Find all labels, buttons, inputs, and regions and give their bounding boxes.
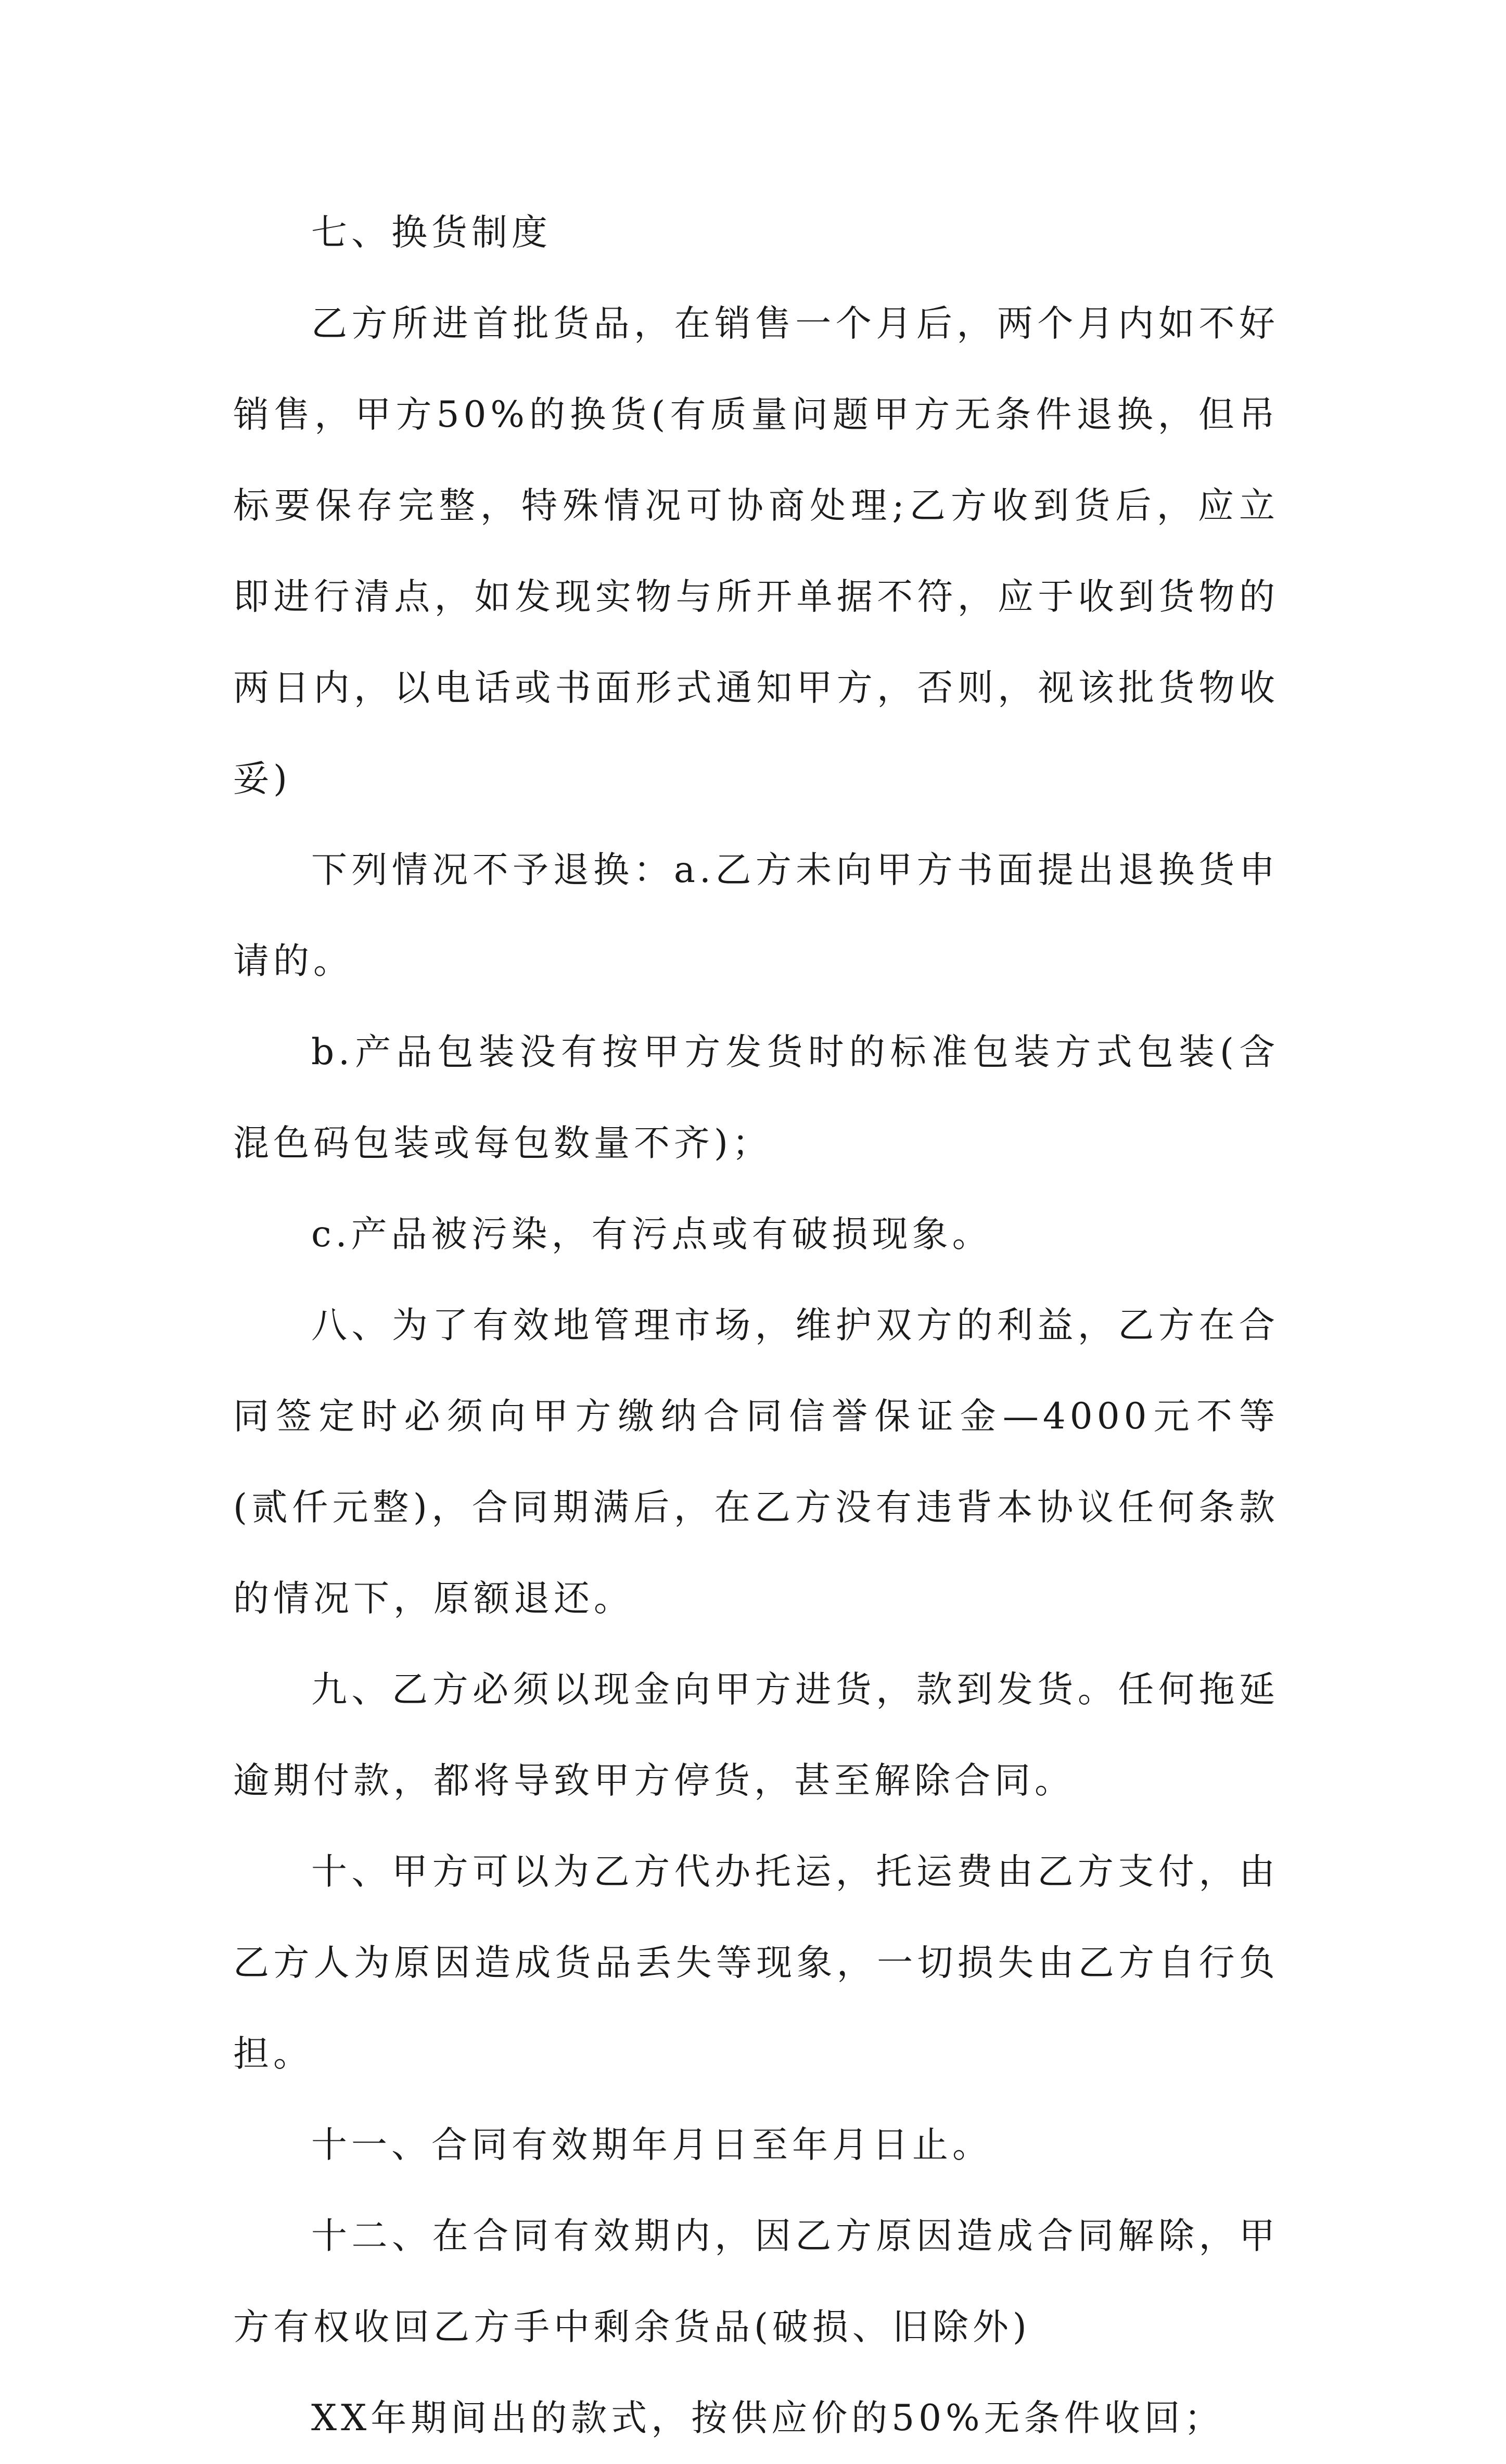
section-9-payment: 九、乙方必须以现金向甲方进货，款到发货。任何拖延逾期付款，都将导致甲方停货，甚至解除合同。 bbox=[233, 1669, 1279, 1802]
section-10-shipping: 十、甲方可以为乙方代办托运，托运费由乙方支付，由乙方人为原因造成货品丢失等现象，一切损失由乙方自行负担。 bbox=[233, 1851, 1279, 2075]
section-12-buyback: XX年期间出的款式，按供应价的50%无条件收回； bbox=[311, 2397, 1224, 2439]
no-return-condition-a: 下列情况不予退换：a.乙方未向甲方书面提出退换货申请的。 bbox=[233, 849, 1279, 982]
no-return-condition-b: b.产品包装没有按甲方发货时的标准包装方式包装(含混色码包装或每包数量不齐)； bbox=[233, 1031, 1279, 1164]
section-7-exchange-terms: 乙方所进首批货品，在销售一个月后，两个月内如不好销售，甲方50%的换货(有质量问题甲方无条件退换，但吊标要保存完整，特殊情况可协商处理;乙方收到货后，应立即进行清点，如发现实物与所开单据不符，应于收到货物的两日内，以电话或书面形式通知甲方，否则，视该批货物收妥) bbox=[233, 303, 1279, 800]
section-7-heading: 七、换货制度 bbox=[311, 212, 552, 253]
document-body bbox=[233, 187, 1279, 2464]
section-12-termination: 十二、在合同有效期内，因乙方原因造成合同解除，甲方有权收回乙方手中剩余货品(破损、旧除外) bbox=[233, 2215, 1279, 2348]
section-8-deposit: 八、为了有效地管理市场，维护双方的利益，乙方在合同签定时必须向甲方缴纳合同信誉保证金—4000元不等(贰仟元整)，合同期满后，在乙方没有违背本协议任何条款的情况下，原额退还。 bbox=[233, 1305, 1279, 1619]
section-11-validity: 十一、合同有效期年月日至年月日止。 bbox=[311, 2124, 992, 2166]
no-return-condition-c: c.产品被污染，有污点或有破损现象。 bbox=[311, 1214, 992, 1255]
